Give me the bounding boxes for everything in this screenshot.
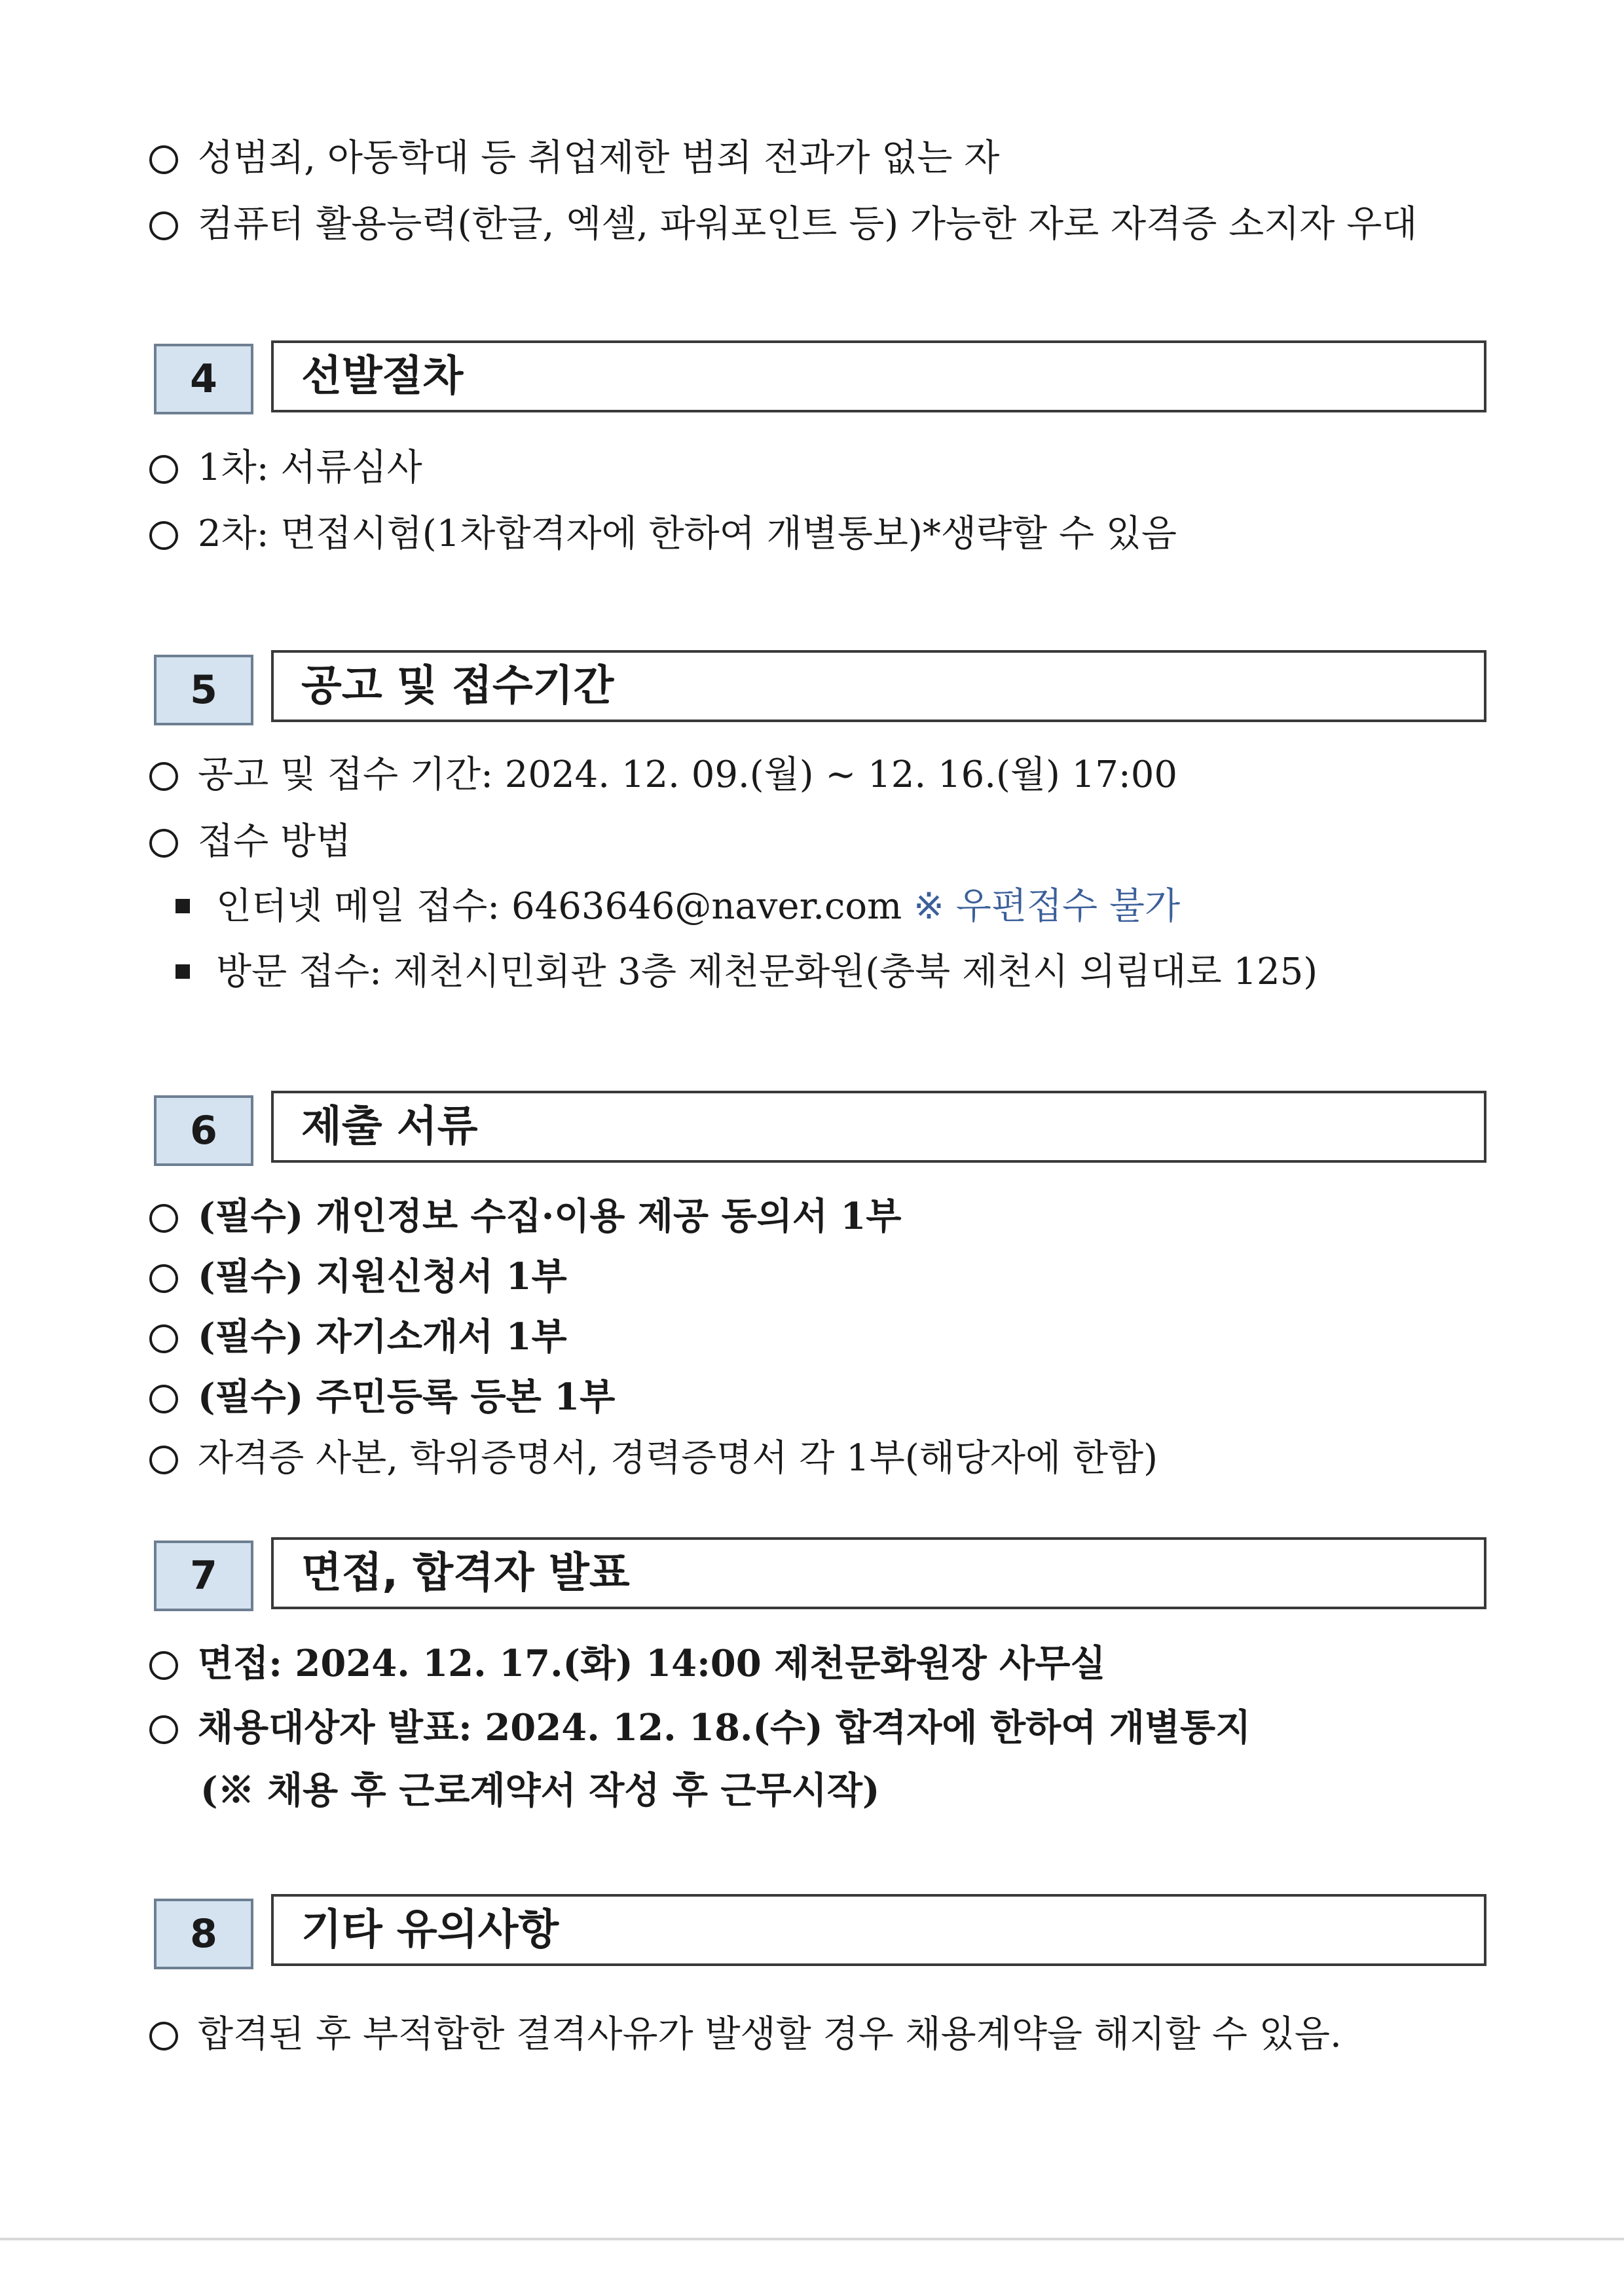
circle-bullet-icon (149, 145, 178, 174)
list-item: 1차: 서류심사 (149, 445, 422, 492)
section-title-7: 면접, 합격자 발표 (271, 1537, 1486, 1609)
circle-bullet-icon (149, 2022, 178, 2050)
list-item: (필수) 지원신청서 1부 (149, 1253, 567, 1300)
circle-bullet-icon (149, 1264, 178, 1293)
list-item: (필수) 개인정보 수집·이용 제공 동의서 1부 (149, 1193, 901, 1240)
list-item: 자격증 사본, 학위증명서, 경력증명서 각 1부(해당자에 한함) (149, 1435, 1158, 1482)
list-item: 면접: 2024. 12. 17.(화) 14:00 제천문화원장 사무실 (149, 1640, 1106, 1687)
section-title-5: 공고 및 접수기간 (271, 650, 1486, 722)
circle-bullet-icon (149, 1715, 178, 1744)
list-item: (필수) 자기소개서 1부 (149, 1313, 567, 1360)
square-bullet-icon (175, 899, 190, 913)
sub-list-item: 방문 접수: 제천시민회관 3층 제천문화원(충북 제천시 의림대로 125) (175, 949, 1318, 996)
section-number-8: 8 (154, 1899, 253, 1969)
list-item: 합격된 후 부적합한 결격사유가 발생할 경우 채용계약을 해지할 수 있음. (149, 2011, 1342, 2058)
note-line: (※ 채용 후 근로계약서 작성 후 근무시작) (200, 1769, 880, 1812)
section-title-6: 제출 서류 (271, 1091, 1486, 1163)
note-text: ※ 우편접수 불가 (913, 885, 1181, 928)
list-item: 공고 및 접수 기간: 2024. 12. 09.(월) ~ 12. 16.(월) 17:00 (149, 752, 1177, 799)
circle-bullet-icon (149, 211, 178, 240)
circle-bullet-icon (149, 1446, 178, 1474)
circle-bullet-icon (149, 829, 178, 858)
list-item: 성범죄, 아동학대 등 취업제한 범죄 전과가 없는 자 (149, 135, 999, 182)
section-number-4: 4 (154, 344, 253, 414)
section-number-7: 7 (154, 1540, 253, 1611)
section-number-6: 6 (154, 1095, 253, 1166)
section-number-5: 5 (154, 655, 253, 725)
list-item: (필수) 주민등록 등본 1부 (149, 1374, 615, 1421)
circle-bullet-icon (149, 1324, 178, 1353)
circle-bullet-icon (149, 1651, 178, 1680)
section-title-8: 기타 유의사항 (271, 1894, 1486, 1966)
circle-bullet-icon (149, 521, 178, 550)
sub-list-item: 인터넷 메일 접수: 6463646@naver.com ※ 우편접수 불가 (175, 883, 1180, 930)
circle-bullet-icon (149, 1204, 178, 1233)
circle-bullet-icon (149, 762, 178, 791)
square-bullet-icon (175, 964, 190, 979)
circle-bullet-icon (149, 455, 178, 484)
list-item: 2차: 면접시험(1차합격자에 한하여 개별통보)*생략할 수 있음 (149, 511, 1177, 558)
section-title-4: 선발절차 (271, 340, 1486, 412)
list-item: 컴퓨터 활용능력(한글, 엑셀, 파워포인트 등) 가능한 자로 자격증 소지자 우대 (149, 201, 1417, 248)
list-item: 채용대상자 발표: 2024. 12. 18.(수) 합격자에 한하여 개별통지 (149, 1704, 1251, 1751)
page-bottom-rule (0, 2238, 1624, 2240)
list-item: 접수 방법 (149, 818, 351, 866)
circle-bullet-icon (149, 1385, 178, 1413)
